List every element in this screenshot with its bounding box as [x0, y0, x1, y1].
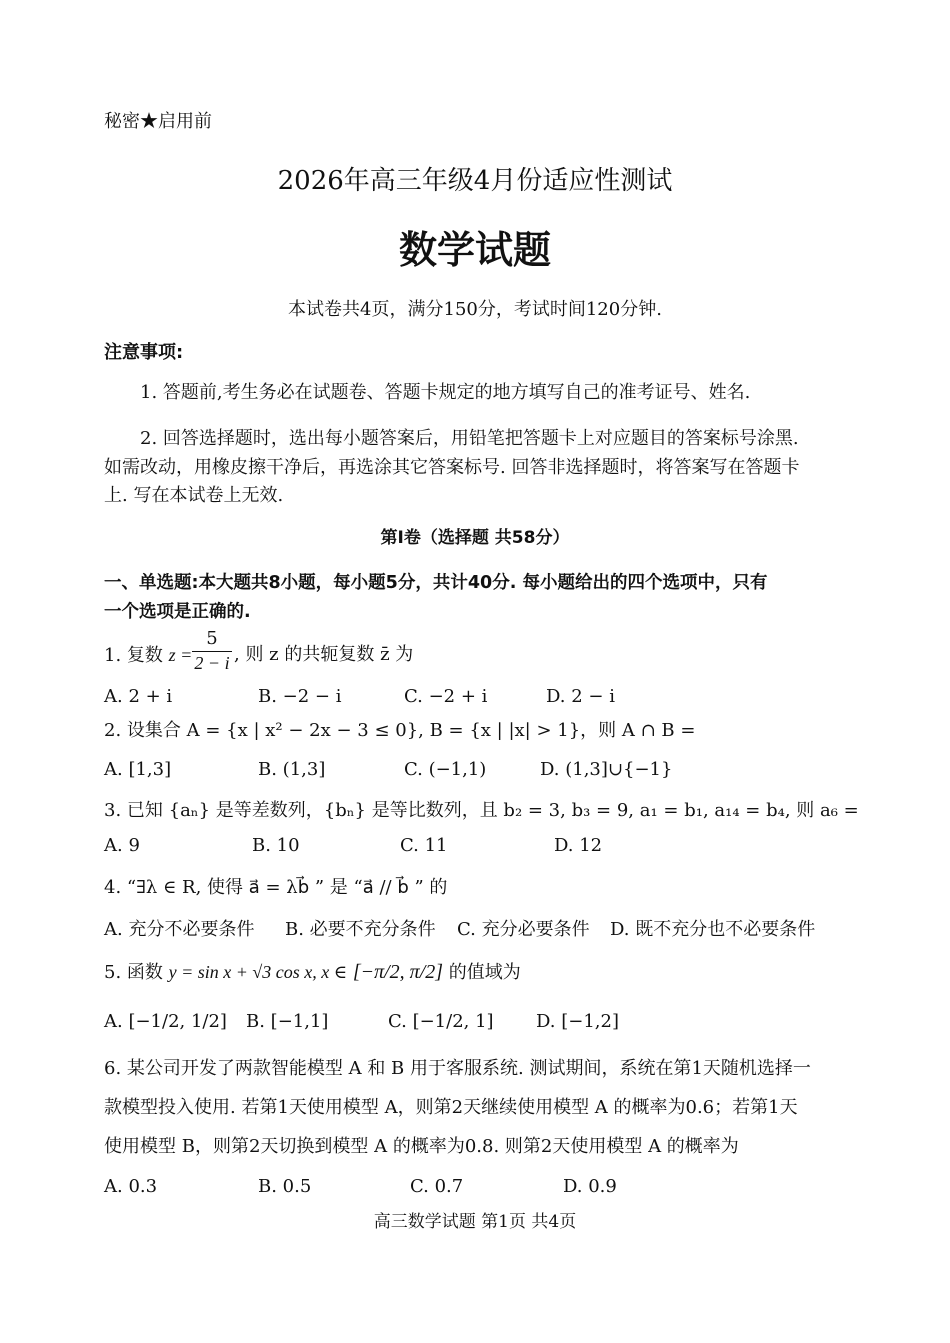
q5-option-c: C. [−1/2, 1] — [388, 1011, 494, 1032]
q1-prefix: 1. 复数 — [104, 645, 163, 666]
q1-denominator: 2 − i — [192, 651, 232, 674]
q3-option-b: B. 10 — [252, 835, 300, 856]
section-instruction-line-2: 一个选项是正确的. — [104, 602, 251, 622]
q1-stem — [104, 643, 192, 668]
q6-option-b: B. 0.5 — [258, 1176, 312, 1197]
q1-option-c: C. −2 + i — [404, 686, 488, 707]
q6-option-a: A. 0.3 — [104, 1176, 158, 1197]
note-item-2-line-3: 上. 写在本试卷上无效. — [104, 485, 284, 506]
q1-option-b: B. −2 − i — [258, 686, 342, 707]
q4-stem: 4. “∃λ ∈ R, 使得 a⃗ = λb⃗ ” 是 “a⃗ // b⃗ ” 的 — [104, 877, 448, 898]
q6-line-3: 使用模型 B，则第2天切换到模型 A 的概率为0.8. 则第2天使用模型 A 的概率为 — [104, 1136, 739, 1157]
q6-line-2: 款模型投入使用. 若第1天使用模型 A，则第2天继续使用模型 A 的概率为0.6；若第1天 — [104, 1097, 798, 1118]
q4-option-b: B. 必要不充分条件 — [285, 919, 436, 940]
q5-option-d: D. [−1,2] — [536, 1011, 619, 1032]
q5-interval: [−π/2, π/2] — [352, 961, 444, 983]
q3-option-c: C. 11 — [400, 835, 448, 856]
confidential-label: 秘密★启用前 — [104, 111, 212, 132]
section-instruction-line-1: 一、单选题:本大题共8小题，每小题5分，共计40分. 每小题给出的四个选项中，只有 — [104, 573, 768, 593]
note-item-1: 1. 答题前,考生务必在试题卷、答题卡规定的地方填写自己的准考证号、姓名. — [140, 382, 751, 403]
q5-prefix: 5. 函数 — [104, 962, 163, 983]
q2-stem: 2. 设集合 A = {x | x² − 2x − 3 ≤ 0}, B = {x | |x| > 1}，则 A ∩ B = — [104, 720, 696, 741]
note-item-2-line-1: 2. 回答选择题时，选出每小题答案后，用铅笔把答题卡上对应题目的答案标号涂黑. — [140, 428, 799, 449]
q6-option-d: D. 0.9 — [563, 1176, 617, 1197]
q6-line-1: 6. 某公司开发了两款智能模型 A 和 B 用于客服系统. 测试期间，系统在第1天随机选择一 — [104, 1058, 811, 1079]
q6-option-c: C. 0.7 — [410, 1176, 464, 1197]
q4-option-d: D. 既不充分也不必要条件 — [610, 919, 816, 940]
q1-option-d: D. 2 − i — [546, 686, 615, 707]
q1-suffix: , 则 z 的共轭复数 z̄ 为 — [234, 644, 414, 665]
q1-fraction — [192, 628, 232, 674]
q5-suffix: 的值域为 — [448, 962, 521, 983]
q2-option-b: B. (1,3] — [258, 759, 326, 780]
q1-option-a: A. 2 + i — [104, 686, 173, 707]
note-item-2-line-2: 如需改动，用橡皮擦干净后，再选涂其它答案标号. 回答非选择题时，将答案写在答题卡 — [104, 457, 800, 478]
q2-option-a: A. [1,3] — [104, 759, 172, 780]
q5-stem — [104, 960, 521, 985]
q3-option-d: D. 12 — [554, 835, 603, 856]
notes-heading: 注意事项: — [104, 342, 184, 363]
q5-function: y = sin x + √3 cos x, x ∈ — [168, 962, 348, 982]
q2-option-c: C. (−1,1) — [404, 759, 487, 780]
q3-stem: 3. 已知 {aₙ} 是等差数列，{bₙ} 是等比数列，且 b₂ = 3, b₃ = 9, a₁ = b₁, a₁₄ = b₄, 则 a₆ = — [104, 800, 859, 821]
subject-title: 数学试题 — [398, 228, 551, 272]
q5-option-a: A. [−1/2, 1/2] — [104, 1011, 227, 1032]
exam-info: 本试卷共4页，满分150分，考试时间120分钟. — [288, 299, 662, 320]
page-footer: 高三数学试题 第1页 共4页 — [373, 1212, 577, 1232]
exam-name: 2026年高三年级4月份适应性测试 — [277, 166, 673, 196]
q1-z-eq: z = — [168, 645, 193, 665]
q3-option-a: A. 9 — [104, 835, 140, 856]
part-title: 第Ⅰ卷（选择题 共58分） — [380, 528, 570, 548]
q4-option-a: A. 充分不必要条件 — [104, 919, 255, 940]
q2-option-d: D. (1,3]∪{−1} — [540, 759, 673, 780]
q4-option-c: C. 充分必要条件 — [457, 919, 590, 940]
q1-numerator: 5 — [206, 628, 218, 649]
q5-option-b: B. [−1,1] — [246, 1011, 329, 1032]
